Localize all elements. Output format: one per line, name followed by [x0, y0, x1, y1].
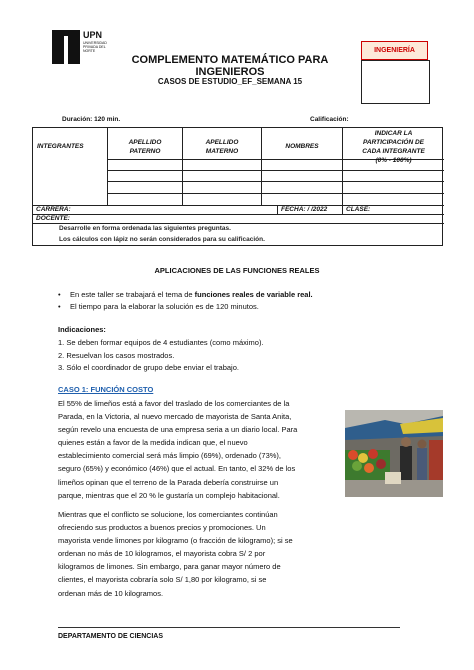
logo-text: UPN: [83, 30, 103, 40]
logo-subtext: UNIVERSIDAD PRIVADA DEL NORTE: [83, 41, 107, 54]
paragraph-2: Mientras que el conflicto se solucione, los comerciantes continúan ofreciendo sus productos a buenos precios y promociones. Un mayorista vende limones por kilogramo (o fracción de kilogramo); si se ordenan no más de 10 kilogramos, el mayorista cobra S/ 2 por kilogramos de limones. Sin embargo, para ganar mayor número de clientes, el mayorista cobraría solo S/ 1,80 por kilogramo, si se ordenan más de 10 kilogramos.: [58, 510, 293, 598]
section-title: APLICACIONES DE LAS FUNCIONES REALES: [154, 266, 320, 275]
paragraph-1: El 55% de limeños está a favor del traslado de los comerciantes de la Parada, en la Victoria, al nuevo mercado de mayorista de Santa Anita, según revelo una encuesta de una empresa seria a un diario local. Para quienes están a favor de la medida indican que, el nuevo establecimiento comercial será más limpio (69%), ordenado (73%), seguro (65%) y económico (46%) que el actual. En tanto, el 32% de los limeños opinan que el terreno de la Parada debería construirse un parque, mientras que el 20 % le gustaría un complejo habitacional.: [58, 399, 298, 500]
integrante-row-1[interactable]: [108, 160, 444, 170]
col-apellido-materno: APELLIDO MATERNO: [205, 139, 239, 155]
clase-label: CLASE:: [346, 206, 371, 213]
col-apellido-paterno: APELLIDO PATERNO: [128, 139, 162, 155]
market-photo: [345, 410, 443, 497]
note-1: Desarrolle en forma ordenada las siguientes preguntas.: [59, 225, 231, 232]
footer-divider: [58, 627, 400, 628]
grade-box[interactable]: [361, 60, 430, 104]
carrera-label: CARRERA:: [36, 206, 71, 213]
docente-label: DOCENTE:: [36, 215, 70, 222]
fecha-label: FECHA: / /2022: [281, 206, 328, 213]
indicaciones-title: Indicaciones:: [58, 325, 106, 334]
case-title: CASO 1: FUNCIÓN COSTO: [58, 385, 154, 394]
document-subtitle: CASOS DE ESTUDIO_EF_SEMANA 15: [157, 77, 303, 86]
footer-text: DEPARTAMENTO DE CIENCIAS: [58, 633, 164, 640]
grade-label: Calificación:: [310, 116, 349, 123]
integrante-row-2[interactable]: [108, 171, 444, 181]
integrantes-label: INTEGRANTES: [37, 143, 84, 150]
integrante-row-3[interactable]: [108, 182, 444, 193]
document-title: COMPLEMENTO MATEMÁTICO PARA INGENIEROS: [131, 54, 329, 78]
bullet-item-1: • En este taller se trabajará el tema de funciones reales de variable real.: [58, 290, 313, 299]
indicacion-1: 1. Se deben formar equipos de 4 estudiantes (como máximo).: [58, 338, 264, 347]
area-label: INGENIERÍA: [361, 41, 428, 60]
bullet-icon: •: [58, 302, 61, 311]
bullet-icon: •: [58, 290, 61, 299]
note-2: Los cálculos con lápiz no serán considerados para su calificación.: [59, 236, 265, 243]
integrante-row-4[interactable]: [108, 194, 444, 205]
bullet-item-2: • El tiempo para la elaborar la solución es de 120 minutos.: [58, 302, 259, 311]
duration-text: Duración: 120 min.: [62, 116, 121, 123]
indicacion-3: 3. Sólo el coordinador de grupo debe enviar el trabajo.: [58, 363, 239, 372]
col-nombres: NOMBRES: [285, 143, 319, 150]
logo-mark-right: [68, 30, 80, 64]
col-participacion: INDICAR LA PARTICIPACIÓN DE CADA INTEGRANTE (0% - 100%): [362, 130, 425, 164]
indicacion-2: 2. Resuelvan los casos mostrados.: [58, 351, 175, 360]
student-form-table: [32, 127, 443, 246]
